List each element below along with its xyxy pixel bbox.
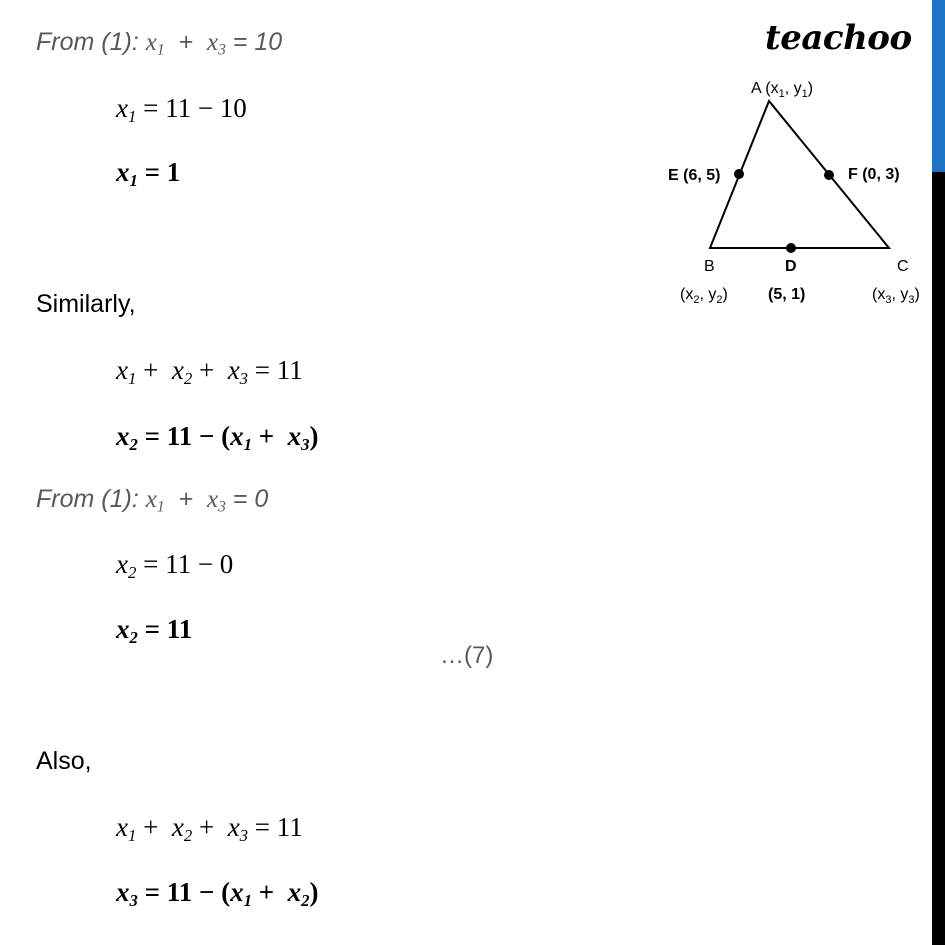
equation-line (116, 157, 181, 191)
equation-line (116, 812, 303, 846)
text-line (36, 749, 92, 774)
text-segment: + (252, 877, 288, 907)
subscript: 1 (243, 891, 253, 911)
equation-number: …(7) (440, 642, 494, 669)
label-d: D (785, 258, 797, 275)
subscript: 3 (218, 41, 226, 59)
variable: $x_1$ (145, 29, 165, 59)
point-e (734, 169, 744, 179)
subscript: 1 (129, 171, 138, 191)
variable: $x_1$ (116, 157, 138, 191)
text-segment: = 11 (137, 614, 193, 644)
subscript: 1 (243, 435, 253, 455)
text-segment: + (192, 355, 228, 385)
note-line (36, 28, 283, 59)
variable: $x_1$ (230, 421, 253, 455)
subscript: 1 (127, 107, 137, 127)
text-segment: Similarly, (36, 290, 136, 318)
label-c: C (897, 258, 909, 275)
subscript: 2 (301, 891, 310, 911)
equation-line (116, 549, 234, 583)
equation-line (116, 614, 193, 648)
text-segment: = 11 − 10 (136, 93, 247, 123)
text-segment: = 0 (225, 485, 269, 513)
point-d (786, 243, 796, 253)
variable: $x_1$ (116, 93, 137, 127)
text-segment: From (1): (36, 485, 146, 513)
subscript: 3 (301, 435, 310, 455)
subscript: 2 (127, 563, 137, 583)
triangle-diagram (660, 70, 935, 310)
subscript: 3 (239, 826, 249, 846)
equation-line (116, 421, 319, 455)
text-line (36, 292, 136, 317)
coords-d: (5, 1) (768, 286, 806, 303)
variable: $x_2$ (116, 421, 138, 455)
variable: $x_3$ (116, 877, 138, 911)
variable: $x_2$ (287, 877, 310, 911)
equation-line (116, 355, 303, 389)
subscript: 3 (129, 891, 138, 911)
note-line (36, 485, 269, 516)
variable: $x_2$ (171, 812, 193, 846)
text-segment: = 1 (137, 157, 181, 187)
point-f (824, 170, 834, 180)
variable: $x_1$ (145, 486, 165, 516)
text-segment: ) (309, 421, 319, 451)
variable: $x_2$ (171, 355, 193, 389)
text-segment: = 11 − ( (137, 877, 231, 907)
text-segment: = 10 (225, 28, 283, 56)
text-segment: + (164, 28, 207, 56)
equation-line (116, 877, 319, 911)
text-segment: + (136, 355, 172, 385)
variable: $x_3$ (206, 486, 226, 516)
text-segment: = 11 − 0 (136, 549, 234, 579)
text-segment: + (164, 485, 207, 513)
variable: $x_1$ (116, 355, 137, 389)
subscript: 1 (156, 498, 165, 516)
equation-line (116, 93, 247, 127)
coords-c: ($x_3$, $y_3$) (872, 286, 920, 306)
subscript: 3 (218, 498, 226, 516)
text-segment: ) (309, 877, 319, 907)
teachoo-logo: teachoo (765, 18, 912, 58)
label-b: B (704, 258, 715, 275)
variable: $x_3$ (287, 421, 310, 455)
label-e: E (6, 5) (668, 167, 721, 184)
variable: $x_2$ (116, 614, 138, 648)
variable: $x_3$ (206, 29, 226, 59)
text-segment: = 11 − ( (137, 421, 231, 451)
variable: $x_2$ (116, 549, 137, 583)
variable: $x_3$ (227, 355, 249, 389)
subscript: 3 (239, 369, 249, 389)
subscript: 2 (183, 369, 193, 389)
text-segment: + (192, 812, 228, 842)
label-f: F (0, 3) (848, 166, 900, 183)
label-a: A ($x_1$, $y_1$) (751, 80, 814, 100)
text-segment: + (136, 812, 172, 842)
variable: $x_1$ (116, 812, 137, 846)
text-segment: Also, (36, 747, 92, 775)
text-segment: = 11 (248, 812, 303, 842)
subscript: 2 (183, 826, 193, 846)
subscript: 1 (127, 826, 137, 846)
text-segment: + (252, 421, 288, 451)
subscript: 2 (129, 628, 138, 648)
subscript: 1 (127, 369, 137, 389)
variable: $x_3$ (227, 812, 249, 846)
coords-b: ($x_2$, $y_2$) (680, 286, 728, 306)
subscript: 2 (129, 435, 138, 455)
text-segment: From (1): (36, 28, 146, 56)
subscript: 1 (156, 41, 165, 59)
text-segment: = 11 (248, 355, 303, 385)
variable: $x_1$ (230, 877, 253, 911)
